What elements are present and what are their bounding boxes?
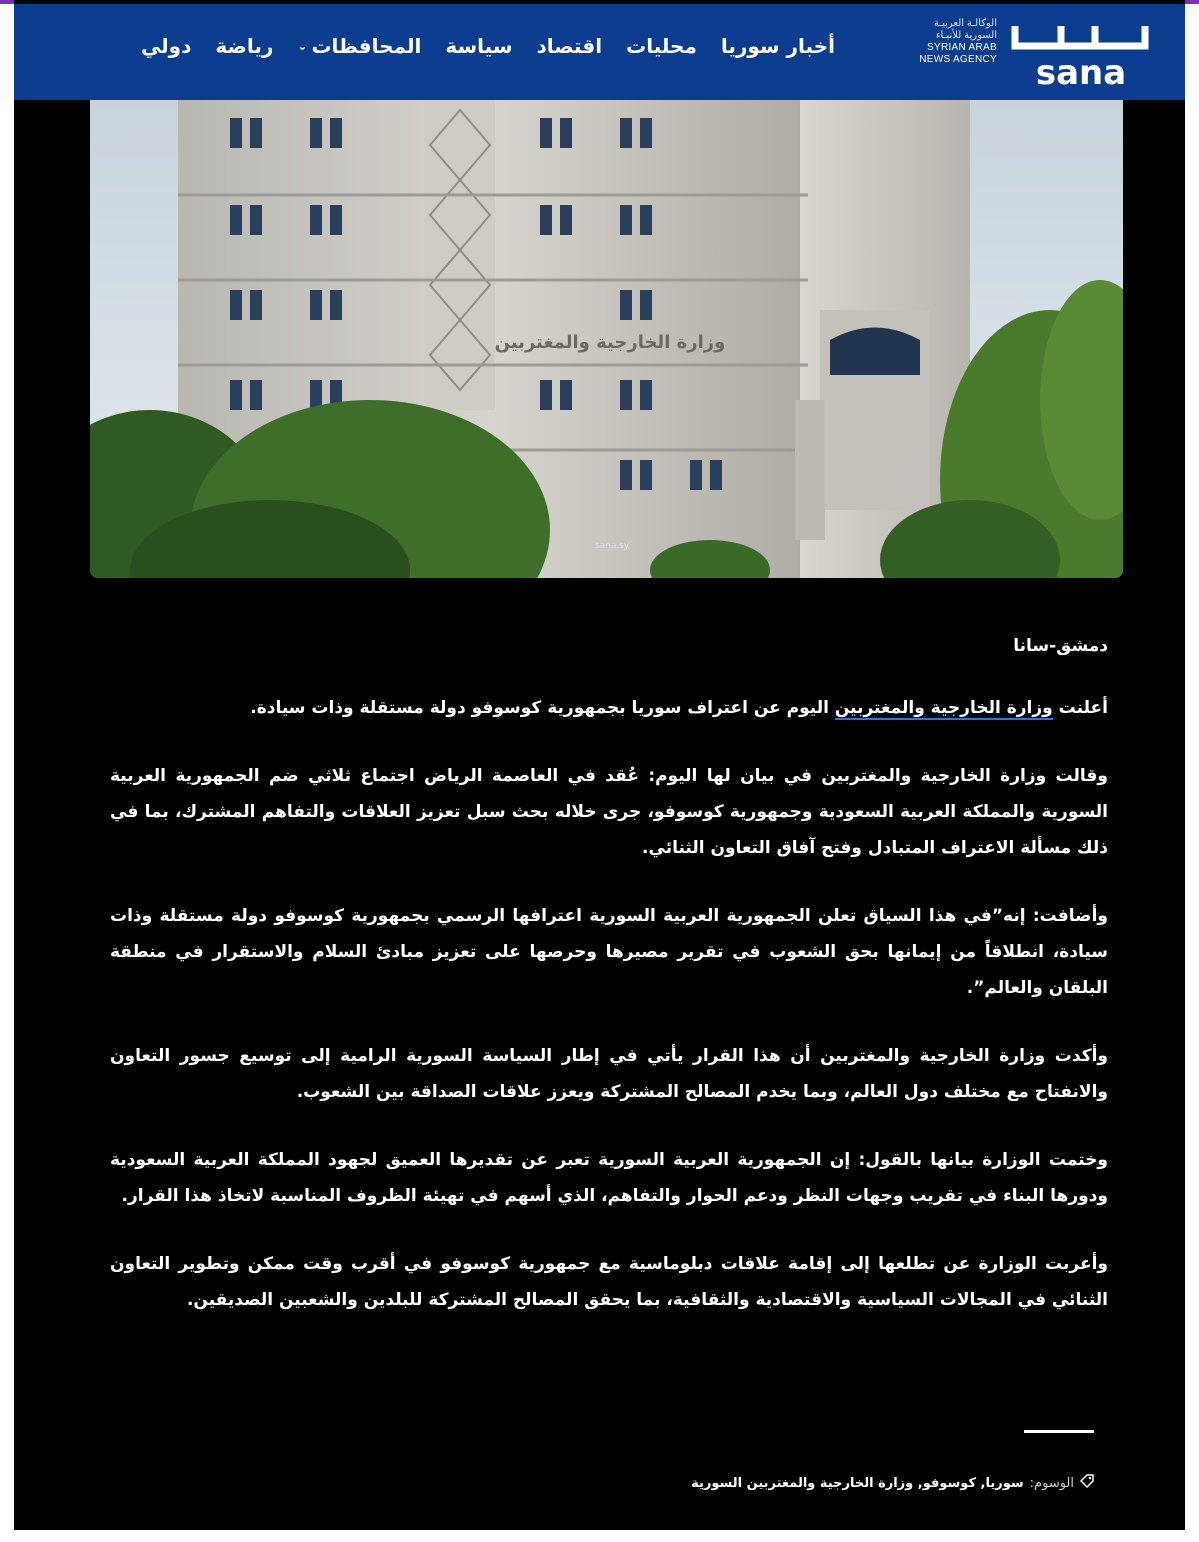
building-sign-text: وزارة الخارجية والمغتربين	[494, 332, 726, 353]
tags-values[interactable]: سوريا, كوسوفو, وزارة الخارجية والمغتربين السورية	[691, 1475, 1024, 1491]
nav-item-governorates[interactable]	[297, 32, 421, 60]
paragraph-5: وختمت الوزارة بيانها بالقول: إن الجمهورية العربية السورية تعبر عن تقديرها العميق لجهود المملكة العربية السعودية ودورها البناء في تقريب وجهات النظر ودعم الحوار والتفاهم، الذي أسهم في تهيئة الظروف المناسبة لاتخاذ هذا القرار.	[110, 1150, 1108, 1206]
paragraph-1	[110, 690, 1108, 726]
paragraph-3: وأضافت: إنه”في هذا السياق تعلن الجمهورية العربية السورية اعترافها الرسمي بجمهورية كوسوفو دولة مستقلة وذات سيادة، انطلاقاً من إيمانها بحق الشعوب في تقرير مصيرها وحرصها على تعزيز مبادئ السلام والاستقرار في منطقة البلقان والعالم”.	[110, 906, 1108, 998]
nav-item-economy[interactable]	[536, 32, 602, 60]
nav-item-syria-news[interactable]	[721, 32, 835, 60]
sana-logo-mark	[1009, 16, 1151, 90]
tags-row	[691, 1474, 1094, 1492]
nav-label: محليات	[626, 34, 697, 58]
nav-item-international[interactable]	[141, 32, 191, 60]
site-header	[14, 4, 1185, 100]
sana-logo[interactable]	[1009, 16, 1151, 90]
paragraph-1-prefix: أعلنت	[1058, 698, 1108, 718]
nav-label: رياضة	[215, 34, 274, 58]
nav-label: دولي	[140, 34, 192, 58]
nav-label: اقتصاد	[536, 34, 603, 58]
nav-label: سياسة	[445, 34, 513, 58]
paragraph-1-rest: اليوم عن اعتراف سوريا بجمهورية كوسوفو دولة مستقلة وذات سيادة.	[250, 698, 829, 718]
ministry-building-image	[90, 100, 1123, 578]
agency-ar-line1: الوكالـة العربيـة	[933, 18, 997, 29]
article-body	[110, 628, 1108, 1350]
ministry-link[interactable]: وزارة الخارجية والمغتربين	[834, 698, 1053, 718]
hero-image	[90, 100, 1123, 578]
tag-icon	[1080, 1474, 1094, 1492]
image-watermark: sana.sy	[595, 541, 630, 551]
agency-ar-line2: السورية للأنبـاء	[935, 30, 997, 41]
paragraph-2: وقالت وزارة الخارجية والمغتربين في بيان لها اليوم: عُقد في العاصمة الرياض اجتماع ثلاثي ضم الجمهورية العربية السورية والمملكة العربية السعودية وجمهورية كوسوفو، جرى خلاله بحث سبل تعزيز العلاقات والتفاهم المشترك، بما في ذلك مسألة الاعتراف المتبادل وفتح آفاق التعاون الثنائي.	[110, 766, 1108, 858]
paragraph-6: وأعربت الوزارة عن تطلعها إلى إقامة علاقات دبلوماسية مع جمهورية كوسوفو في أقرب وقت ممكن وتطوير التعاون الثنائي في المجالات السياسية والاقتصادية والثقافية، بما يحقق المصالح المشتركة للبلدين والشعبين الصديقين.	[110, 1254, 1108, 1310]
main-nav	[117, 32, 835, 60]
agency-name-block	[887, 18, 997, 66]
nav-item-local[interactable]	[626, 32, 697, 60]
nav-item-sports[interactable]	[215, 32, 273, 60]
agency-en-line1: SYRIAN ARAB	[927, 42, 997, 53]
tags-label: الوسوم:	[1029, 1475, 1074, 1491]
nav-item-politics[interactable]	[445, 32, 512, 60]
logo-latin-text: sana	[1035, 53, 1127, 90]
nav-label: المحافظات	[311, 34, 422, 58]
agency-en-line2: NEWS AGENCY	[919, 54, 997, 65]
nav-label: أخبار سوريا	[720, 34, 835, 58]
chevron-down-icon: ⌄	[297, 39, 308, 53]
article-page	[14, 0, 1185, 1530]
paragraph-4: وأكدت وزارة الخارجية والمغتربين أن هذا القرار يأتي في إطار السياسة السورية الرامية إلى توسيع جسور التعاون والانفتاح مع مختلف دول العالم، وبما يخدم المصالح المشتركة ويعزز علاقات الصداقة بين الشعوب.	[110, 1046, 1108, 1102]
dateline: دمشق-سانا	[1013, 636, 1108, 656]
article-divider	[1024, 1430, 1094, 1433]
